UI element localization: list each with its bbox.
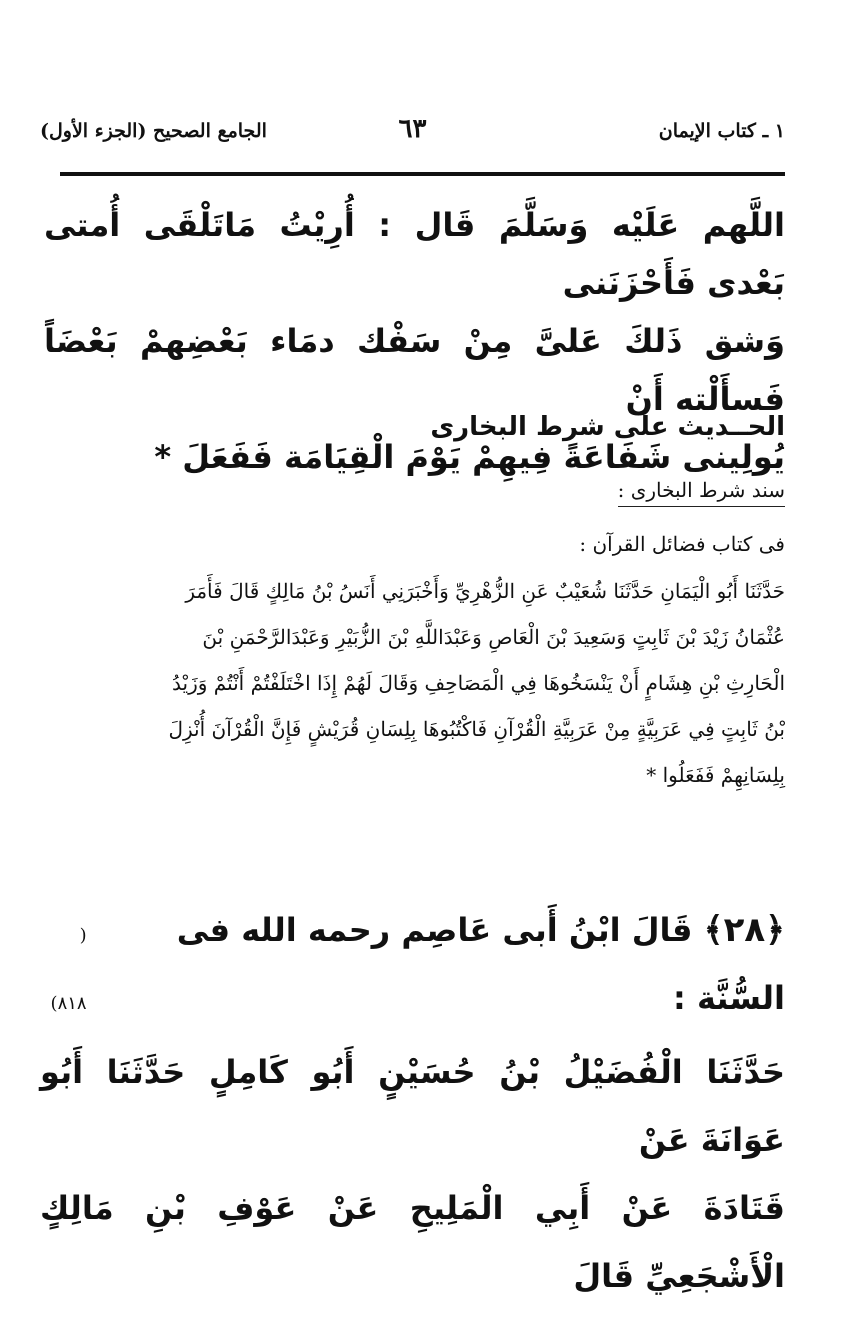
hadith-reference-number: ( ٨١٨): [50, 925, 87, 1014]
hadith-28-line: حَدَّثَنَا الْفُضَيْلُ بْنُ حُسَيْنٍ أَبُو كَامِلٍ حَدَّثَنَا أَبُو عَوَانَةَ عَنْ: [40, 1053, 785, 1159]
sanad-heading: سند شرط البخارى :: [618, 478, 785, 507]
text-line: وَشق ذَلكَ عَلىَّ مِنْ سَفْك دمَاء بَعْضِهمْ بَعْضَاً فَسأَلْته أَنْ: [44, 322, 785, 418]
hadith-text-continued: [44, 196, 785, 486]
sanad-line: بِلِسَانِهِمْ فَفَعَلُوا *: [646, 763, 785, 787]
hadith-grading: الحــديث على شرط البخارى: [430, 412, 785, 442]
hadith-intro: قَالَ ابْنُ أَبى عَاصِم رحمه الله فى السُّنَّة :: [176, 911, 785, 1017]
sanad-text: [60, 568, 785, 798]
sanad-line: بْنُ ثَابِتٍ فِي عَرَبِيَّةٍ مِنْ عَرَبِيَّةِ الْقُرْآنِ فَاكْتُبُوهَا بِلِسَانِ قُرَيْشٍ فَإِنَّ الْقُرْآنَ أُنْزِلَ: [168, 717, 785, 741]
text-line: يُولِينى شَفَاعَةً فِيهِمْ يَوْمَ الْقِيَامَة فَفَعَلَ *: [154, 438, 785, 476]
text-line: اللَّهم عَلَيْه وَسَلَّمَ قَال : أُرِيْتُ مَاتَلْقَى أُمتى بَعْدى فَأَحْزَنَنى: [44, 206, 785, 302]
sanad-line: حَدَّثَنَا أَبُو الْيَمَانِ حَدَّثَنَا شُعَيْبٌ عَنِ الزُّهْرِيِّ وَأَخْبَرَنِي أَنَسُ بْنُ مَالِكٍ قَالَ فَأَمَرَ: [185, 579, 785, 603]
book-title: الجامع الصحيح (الجزء الأول): [40, 120, 267, 142]
hadith-intro-group: [87, 896, 785, 1032]
hadith-28: [40, 896, 785, 1310]
header-rule: [60, 172, 785, 176]
sanad-line: الْحَارِثِ بْنِ هِشَامٍ أَنْ يَنْسَخُوهَا فِي الْمَصَاحِفِ وَقَالَ لَهُمْ إِذَا اخْتَلَفْتُمْ أَنْتُمْ وَزَيْدُ: [172, 671, 785, 695]
sanad-line: عُثْمَانُ زَيْدَ بْنَ ثَابِتٍ وَسَعِيدَ بْنَ الْعَاصِ وَعَبْدَاللَّهِ بْنَ الزُّبَيْرِ وَعَبْدَالرَّحْمَنِ بْنَ: [202, 625, 785, 649]
running-head: [40, 112, 785, 152]
hadith-28-line: قَتَادَةَ عَنْ أَبِي الْمَلِيحِ عَنْ عَوْفِ بْنِ مَالِكٍ الْأَشْجَعِيِّ قَالَ: [40, 1189, 785, 1295]
source-reference: فى كتاب فضائل القرآن :: [579, 532, 785, 556]
chapter-title: ١ ـ كتاب الإيمان: [658, 120, 785, 142]
hadith-28-heading: [40, 896, 785, 1038]
page-number: ٦٣: [398, 114, 427, 144]
hadith-number: ﴿٢٨﴾: [703, 910, 785, 950]
